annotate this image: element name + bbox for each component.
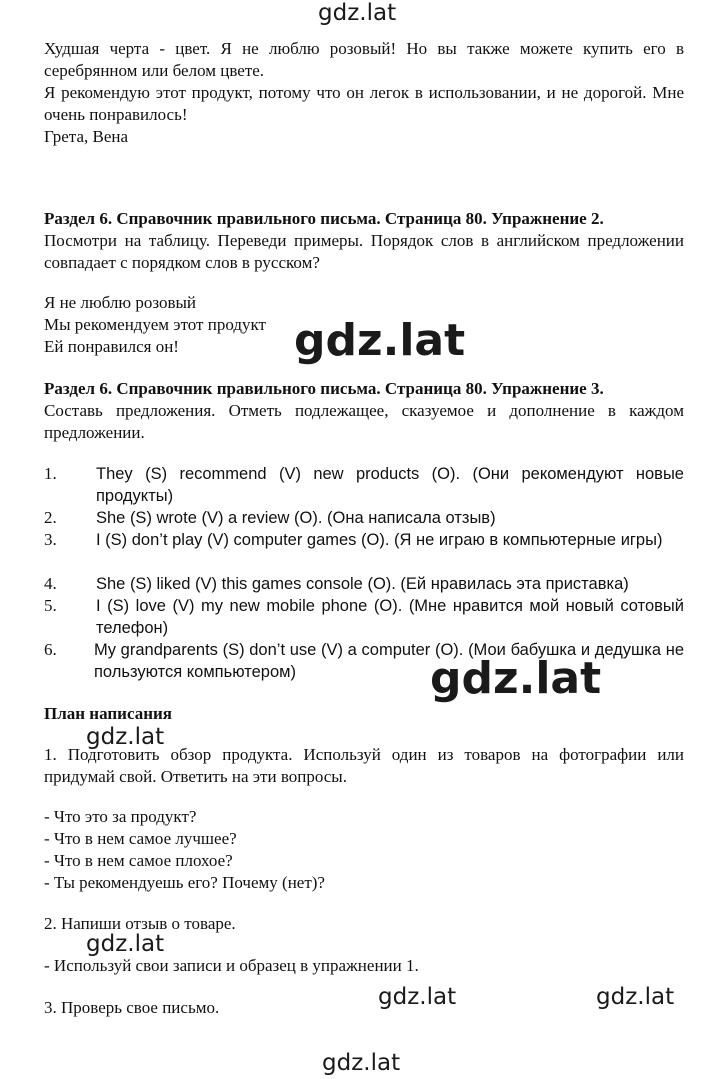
item-text: My grandparents (S) don’t use (V) a computer (O). (Мои бабушка и дедушка не пользуются компьютером)	[94, 641, 684, 681]
watermark: gdz.lat	[294, 315, 466, 366]
plan-question: - Что это за продукт?	[44, 807, 197, 826]
watermark: gdz.lat	[430, 653, 602, 704]
item-number: 2.	[44, 508, 57, 527]
exercise-2-answer: Ей понравился он!	[44, 337, 179, 356]
review-paragraph-1: Худшая черта - цвет. Я не люблю розовый! Но вы также можете купить его в серебрянном или белом цвете.	[44, 39, 684, 80]
item-text: I (S) don’t play (V) computer games (O). (Я не играю в компьютерные игры)	[96, 531, 663, 549]
item-number: 3.	[44, 530, 57, 549]
exercise-2-instruction: Посмотри на таблицу. Переведи примеры. Порядок слов в английском предложении совпадает с порядком слов в русском?	[44, 231, 684, 272]
exercise-2-heading: Раздел 6. Справочник правильного письма. Страница 80. Упражнение 2.	[44, 209, 604, 228]
item-number: 5.	[44, 596, 57, 615]
item-text: I (S) love (V) my new mobile phone (O). (Мне нравится мой новый сотовый телефон)	[96, 597, 684, 637]
plan-question: - Ты рекомендуешь его? Почему (нет)?	[44, 873, 325, 892]
plan-step-3: 3. Проверь свое письмо.	[44, 998, 220, 1017]
plan-heading: План написания	[44, 704, 173, 723]
review-signature: Грета, Вена	[44, 127, 129, 146]
exercise-3-heading: Раздел 6. Справочник правильного письма. Страница 80. Упражнение 3.	[44, 379, 604, 398]
watermark: gdz.lat	[596, 984, 675, 1010]
watermark: gdz.lat	[378, 984, 457, 1010]
plan-question: - Что в нем самое плохое?	[44, 851, 233, 870]
watermark: gdz.lat	[86, 724, 165, 750]
watermark: gdz.lat	[322, 1050, 401, 1076]
watermark: gdz.lat	[86, 931, 165, 957]
watermark: gdz.lat	[318, 0, 397, 26]
plan-question: - Что в нем самое лучшее?	[44, 829, 237, 848]
item-number: 6.	[44, 640, 57, 659]
item-number: 1.	[44, 464, 57, 483]
plan-step-2: 2. Напиши отзыв о товаре.	[44, 914, 236, 933]
exercise-2-answer: Мы рекомендуем этот продукт	[44, 315, 266, 334]
plan-step-1: 1. Подготовить обзор продукта. Используй один из товаров на фотографии или придумай свой. Ответить на эти вопросы.	[44, 745, 684, 786]
item-text: She (S) wrote (V) a review (O). (Она написала отзыв)	[96, 509, 496, 527]
item-text: They (S) recommend (V) new products (O). (Они рекомендуют новые продукты)	[96, 465, 684, 505]
item-number: 4.	[44, 574, 57, 593]
plan-step-2-note: - Используй свои записи и образец в упражнении 1.	[44, 956, 419, 975]
exercise-3-instruction: Составь предложения. Отметь подлежащее, сказуемое и дополнение в каждом предложении.	[44, 401, 684, 442]
exercise-2-answer: Я не люблю розовый	[44, 293, 196, 312]
item-text: She (S) liked (V) this games console (O). (Ей нравилась эта приставка)	[96, 575, 629, 593]
review-paragraph-2: Я рекомендую этот продукт, потому что он легок в использовании, и не дорогой. Мне очень понравилось!	[44, 83, 684, 124]
